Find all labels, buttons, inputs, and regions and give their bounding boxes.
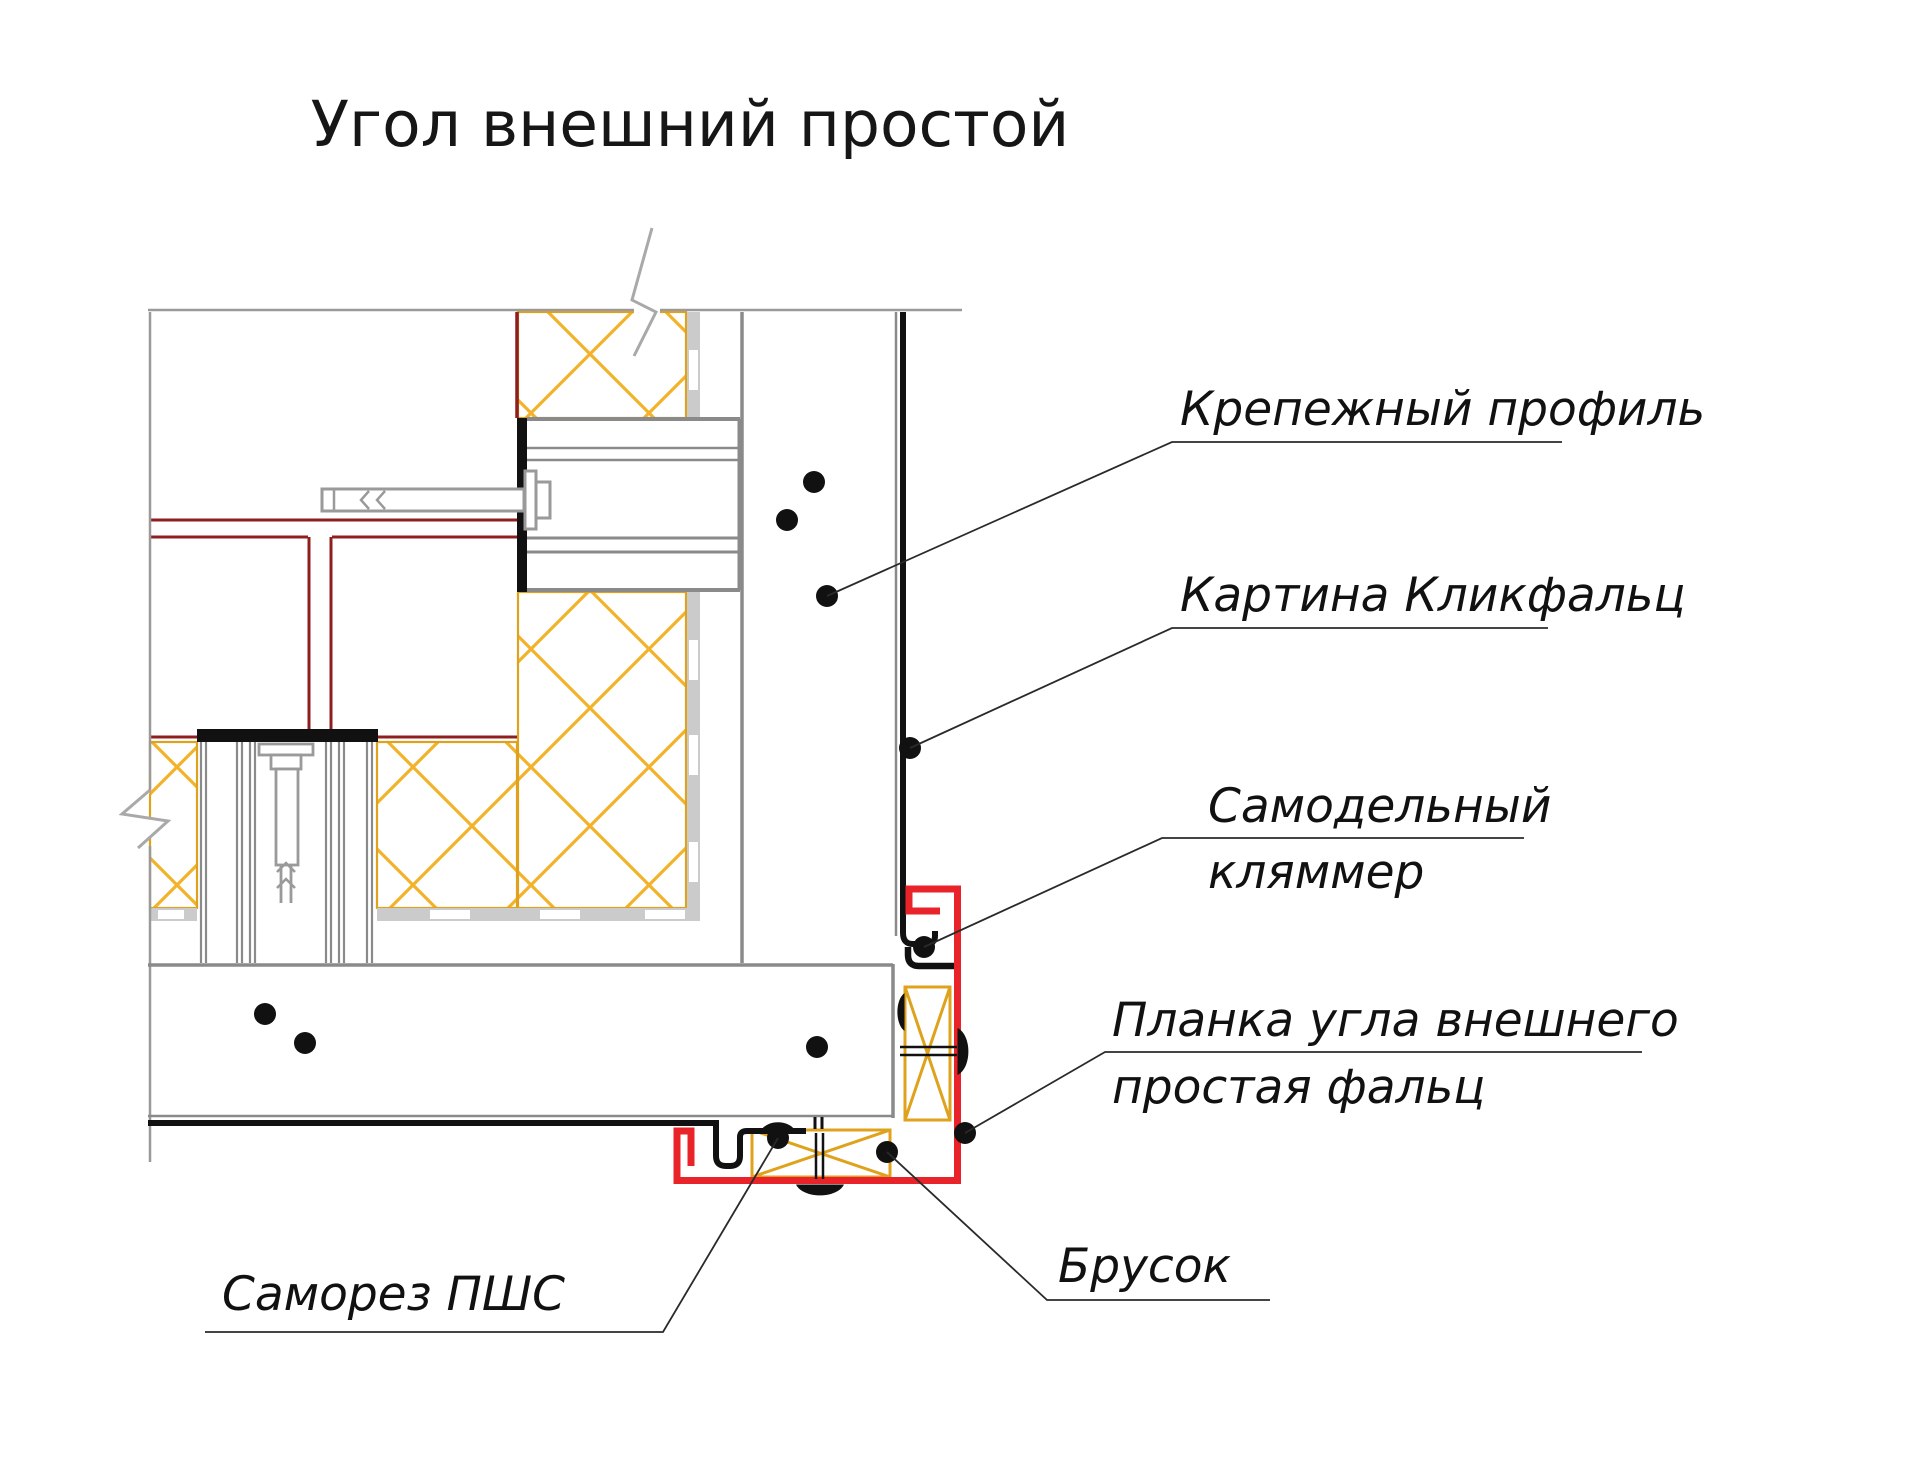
label-corner-plank-line2: простая фальц (1112, 1060, 1486, 1115)
bottom-profile-bracket (197, 729, 378, 963)
fastening-profile-bracket (322, 418, 740, 592)
wood-bars (752, 987, 950, 1177)
anchor-bolt-vertical (259, 744, 313, 903)
screw-head-right (958, 1028, 969, 1075)
label-fastening-profile: Крепежный профиль (1180, 382, 1706, 437)
leader-clickfalz-panel (910, 628, 1548, 748)
screw-head-bar (897, 993, 904, 1031)
clickfalz-panel-bottom (148, 1123, 740, 1166)
label-corner-plank-line1: Планка угла внешнего (1112, 993, 1679, 1048)
seam-ticks (815, 1117, 822, 1129)
label-screw: Саморез ПШС (222, 1267, 565, 1322)
label-clickfalz-panel: Картина Кликфальц (1180, 568, 1686, 623)
insulation-hatch (150, 312, 686, 908)
label-wood-bar: Брусок (1058, 1239, 1231, 1294)
interior-finish-lines (150, 312, 517, 737)
label-homemade-clamp-line2: кляммер (1208, 845, 1425, 900)
label-homemade-clamp-line1: Самодельный (1208, 779, 1552, 834)
clickfalz-panel-vertical (903, 312, 935, 944)
page-title: Угол внешний простой (310, 88, 1070, 161)
bracket-cap (197, 729, 378, 742)
screw-head-bottom (796, 1185, 844, 1196)
